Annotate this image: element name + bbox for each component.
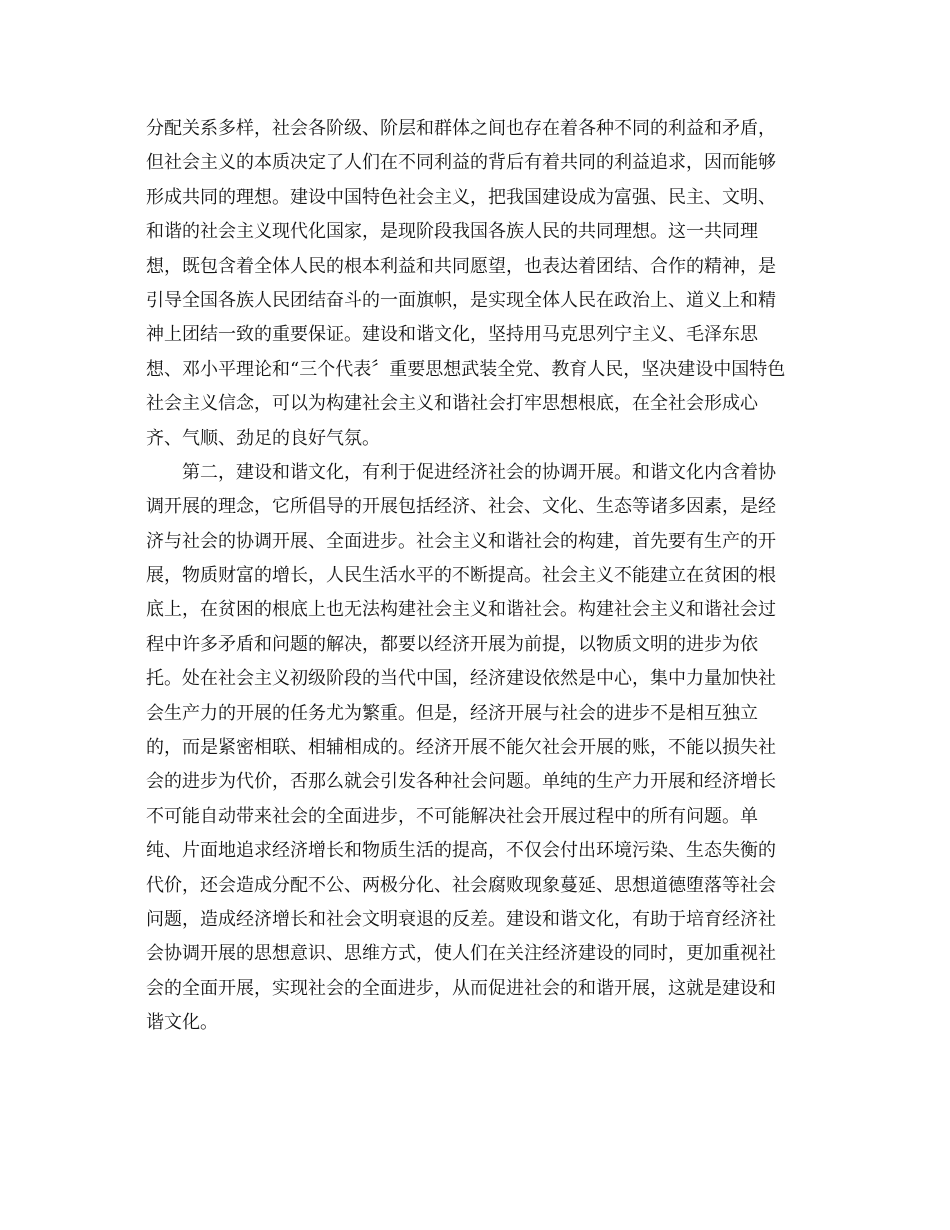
paragraph-2 [146, 456, 816, 1041]
text-line: 会生产力的开展的任务尤为繁重。但是，经济开展与社会的进步不是相互独立 [146, 702, 758, 724]
text-line: 程中许多矛盾和问题的解决，都要以经济开展为前提，以物质文明的进步为依 [146, 633, 758, 655]
text-line: 托。处在社会主义初级阶段的当代中国，经济建设依然是中心，集中力量加快社 [146, 668, 776, 690]
text-line: 济与社会的协调开展、全面进步。社会主义和谐社会的构建，首先要有生产的开 [146, 530, 776, 552]
body-text [146, 112, 816, 1041]
text-line: 代价，还会造成分配不公、两极分化、社会腐败现象蔓延、思想道德堕落等社会 [146, 874, 776, 896]
text-line: 问题，造成经济增长和社会文明衰退的反差。建设和谐文化，有助于培育经济社 [146, 908, 776, 930]
text-line: 引导全国各族人民团结奋斗的一面旗帜，是实现全体人民在政治上、道义上和精 [146, 289, 776, 311]
text-line: 形成共同的理想。建设中国特色社会主义，把我国建设成为富强、民主、文明、 [146, 186, 776, 208]
text-line: 神上团结一致的重要保证。建设和谐文化，坚持用马克思列宁主义、毛泽东思 [146, 324, 758, 346]
text-line: 不可能自动带来社会的全面进步，不可能解决社会开展过程中的所有问题。单 [146, 805, 758, 827]
text-line: 会的全面开展，实现社会的全面进步，从而促进社会的和谐开展，这就是建设和 [146, 977, 776, 999]
text-line: 齐、气顺、劲足的良好气氛。 [146, 427, 380, 449]
text-line: 社会主义信念，可以为构建社会主义和谐社会打牢思想根底，在全社会形成心 [146, 393, 758, 415]
text-line: 但社会主义的本质决定了人们在不同利益的背后有着共同的利益追求，因而能够 [146, 152, 776, 174]
text-line: 想、邓小平理论和“三个代表〞重要思想武装全党、教育人民，坚决建设中国特色 [146, 358, 786, 380]
text-line: 第二，建设和谐文化，有利于促进经济社会的协调开展。和谐文化内含着协 [182, 461, 776, 483]
text-line: 纯、片面地追求经济增长和物质生活的提高，不仅会付出环境污染、生态失衡的 [146, 840, 776, 862]
text-line: 谐文化。 [146, 1012, 218, 1034]
paragraph-1 [146, 112, 816, 456]
text-line: 和谐的社会主义现代化国家，是现阶段我国各族人民的共同理想。这一共同理 [146, 221, 758, 243]
text-line: 的，而是紧密相联、相辅相成的。经济开展不能欠社会开展的账，不能以损失社 [146, 737, 776, 759]
text-line: 分配关系多样，社会各阶级、阶层和群体之间也存在着各种不同的利益和矛盾， [146, 118, 776, 139]
text-line: 展，物质财富的增长，人民生活水平的不断提高。社会主义不能建立在贫困的根 [146, 565, 776, 587]
text-line: 想，既包含着全体人民的根本利益和共同愿望，也表达着团结、合作的精神，是 [146, 255, 776, 277]
text-line: 会协调开展的思想意识、思维方式，使人们在关注经济建设的同时，更加重视社 [146, 943, 776, 965]
text-line: 底上，在贫困的根底上也无法构建社会主义和谐社会。构建社会主义和谐社会过 [146, 599, 776, 621]
text-line: 调开展的理念，它所倡导的开展包括经济、社会、文化、生态等诸多因素，是经 [146, 496, 776, 518]
text-line: 会的进步为代价，否那么就会引发各种社会问题。单纯的生产力开展和经济增长 [146, 771, 776, 793]
